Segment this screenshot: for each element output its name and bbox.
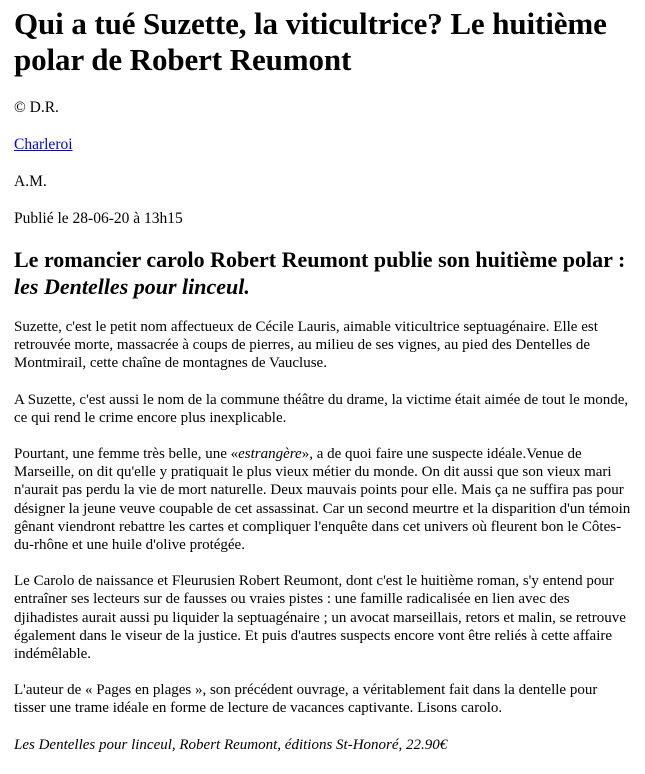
author-initials: A.M. [14,173,47,190]
publish-date: Publié le 28-06-20 à 13h15 [14,210,183,227]
paragraph-1: Suzette, c'est le petit nom affectueux de Cécile Lauris, aimable viticultrice septuagénaire. Elle est retrouvée morte, massacrée à coups de pierres, au milieu de ses vignes, au pied des Dentelles de Montmirail, cette chaîne de montagnes de Vaucluse. [14,319,598,372]
paragraph-3-start: Pourtant, une femme très belle, une « [14,446,239,463]
paragraph-5: L'auteur de « Pages en plages », son précédent ouvrage, a véritablement fait dans la dentelle pour tisser une trame idéale en forme de lecture de vacances captivante. Lisons carolo. [14,682,598,717]
paragraph-3 [14,445,631,554]
lead-text: Le romancier carolo Robert Reumont publie son huitième polar : [14,247,626,272]
location-line [14,135,631,155]
article-lead [14,246,631,300]
photo-copyright: © D.R. [14,99,59,116]
article-title: Qui a tué Suzette, la viticultrice? Le huitième polar de Robert Reumont [14,6,607,77]
book-credit-line: Les Dentelles pour linceul, Robert Reumont, éditions St-Honoré, 22.90€ [14,736,448,753]
lead-book-title: les Dentelles pour linceul. [14,274,250,299]
location-link[interactable]: Charleroi [14,136,73,153]
paragraph-3-end: », a de quoi faire une suspecte idéale.Venue de Marseille, on dit qu'elle y pratiquait le plus vieux métier du monde. On dit aussi que son vieux mari n'aurait pas perdu la vie de mort naturelle. Deux mauvais points pour elle. Mais ça ne suffira pas pour désigner la jeune veuve coupable de cet assassinat. Car un second meurtre et la disparition d'un témoin gênant viendront rebattre les cartes et compliquer l'enquête dans cet univers où fleurent bon le Côtes-du-rhône et une huile d'olive protégée. [14,446,631,554]
paragraph-4: Le Carolo de naissance et Fleurusien Robert Reumont, dont c'est le huitième roman, s'y entend pour entraîner ses lecteurs sur de fausses ou vraies pistes : une famille radicalisée en lien avec des djihadistes aurait aussi pu liquider la septuagénaire ; un avocat marseillais, retors et malin, se retrouve également dans le viseur de la justice. Et puis d'autres suspects encore vont être reliés à cette affaire indémêlable. [14,573,626,663]
paragraph-2: A Suzette, c'est aussi le nom de la commune théâtre du drame, la victime était aimée de tout le monde, ce qui rend le crime encore plus inexplicable. [14,391,629,426]
paragraph-3-italic: estrangère [238,446,302,463]
